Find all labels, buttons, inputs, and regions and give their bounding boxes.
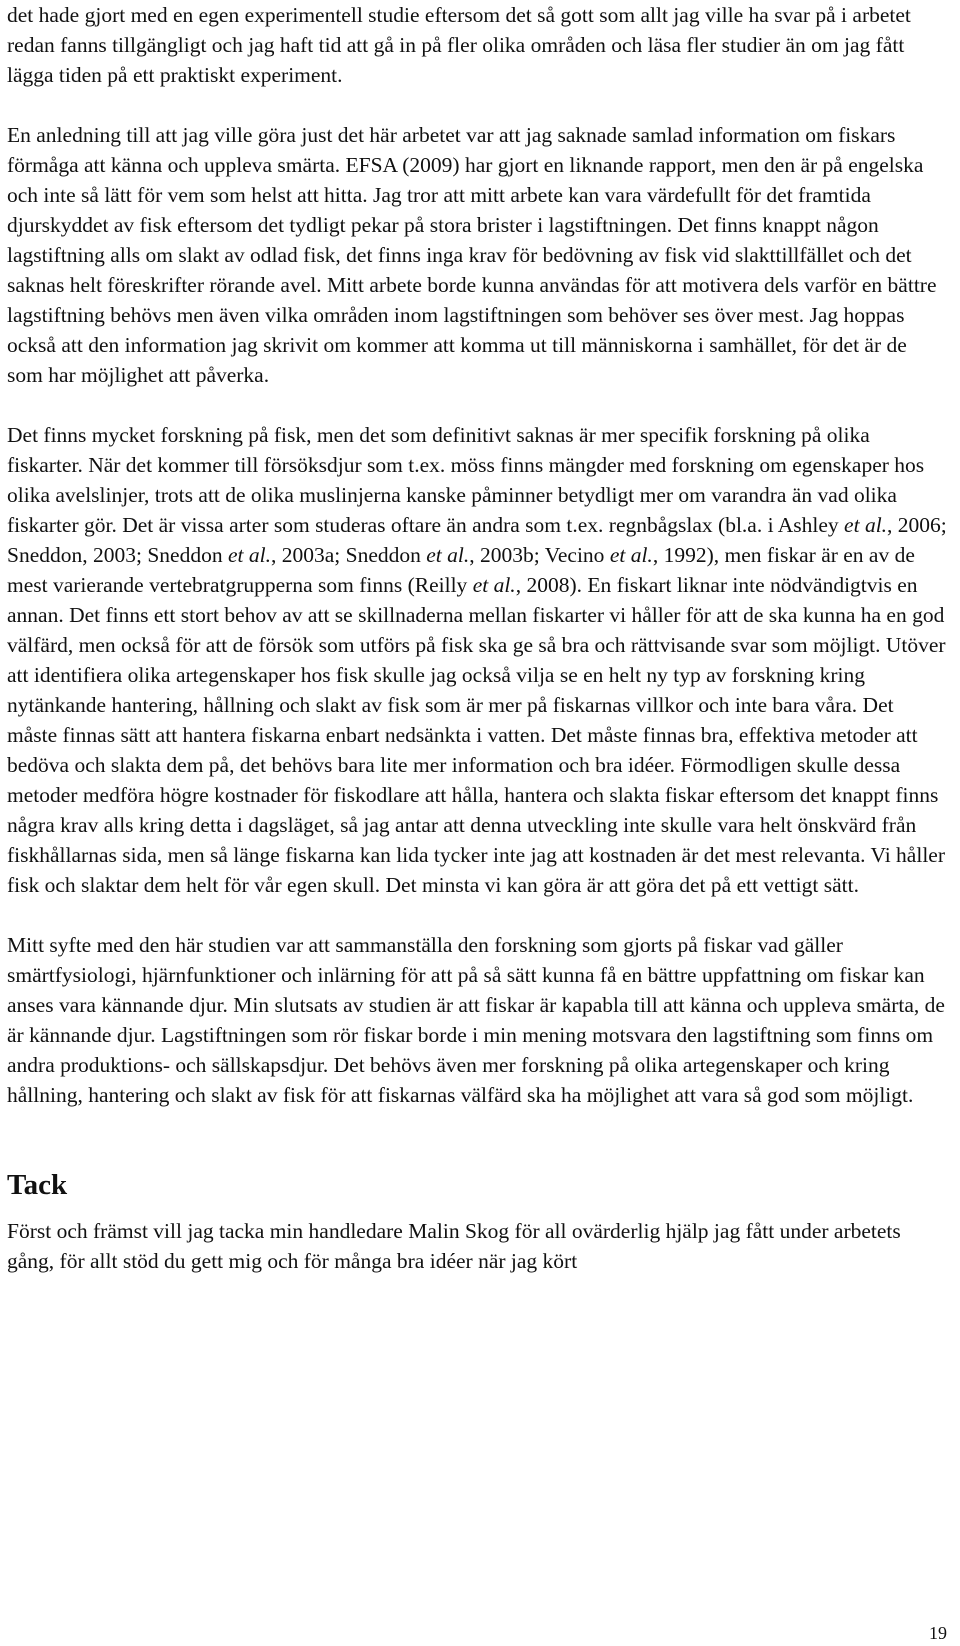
paragraph-intro-continuation: det hade gjort med en egen experimentell studie eftersom det så gott som allt jag ville ha svar på i arbetet redan fanns tillgängligt och jag haft tid att gå in på fler olika områden och läsa fler studier än om jag fått lägga tiden på ett praktiskt experiment. (7, 3, 911, 87)
paragraph-motivation: En anledning till att jag ville göra just det här arbetet var att jag saknade samlad information om fiskars förmåga att känna och uppleva smärta. EFSA (2009) har gjort en liknande rapport, men den är på engelska och inte så lätt för vem som helst att hitta. Jag tror att mitt arbete kan vara värdefullt för det framtida djurskyddet av fisk eftersom det tydligt pekar på stora brister i lagstiftningen. Det finns knappt någon lagstiftning alls om slakt av odlad fisk, det finns inga krav för bedövning av fisk vid slakttillfället och det saknas helt föreskrifter rörande avel. Mitt arbete borde kunna användas för att motivera dels varför en bättre lagstiftning behövs men även vilka områden inom lagstiftningen som behöver ses över mest. Jag hoppas också att den information jag skrivit om kommer att komma ut till människorna i samhället, för det är de som har möjlighet att påverka. (7, 123, 937, 387)
paragraph-research-needs (7, 420, 947, 900)
paragraph-acknowledgements: Först och främst vill jag tacka min handledare Malin Skog för all ovärderlig hjälp jag fått under arbetets gång, för allt stöd du gett mig och för många bra idéer när jag kört (7, 1219, 901, 1273)
text-span: , 2003a; Sneddon (270, 543, 427, 567)
italic-et-al: et al. (227, 543, 271, 567)
document-page (7, 0, 947, 1276)
italic-et-al: et al. (609, 543, 653, 567)
italic-et-al: et al. (472, 573, 516, 597)
text-span: , 2003b; Vecino (469, 543, 610, 567)
paragraph-purpose-conclusion: Mitt syfte med den här studien var att sammanställa den forskning som gjorts på fiskar vad gäller smärtfysiologi, hjärnfunktioner och inlärning för att på så sätt kunna få en bättre uppfattning om fiskar kan anses vara kännande djur. Min slutsats av studien är att fiskar är kapabla till att känna och uppleva smärta, de är kännande djur. Lagstiftningen som rör fiskar borde i min mening motsvara den lagstiftning som finns om andra produktions- och sällskapsdjur. Det behövs även mer forskning på olika artegenskaper och kring hållning, hantering och slakt av fisk för att fiskarnas välfärd ska ha möjlighet att vara så god som möjligt. (7, 933, 945, 1107)
text-span: , 1992), men fiskar är en av de mest varierande vertebratgrupperna som finns (Reilly (7, 543, 915, 597)
section-heading-tack: Tack (7, 1169, 68, 1201)
text-span: , 2006; Sneddon, 2003; Sneddon (7, 513, 947, 567)
italic-et-al: et al. (844, 513, 888, 537)
text-span: Det finns mycket forskning på fisk, men det som definitivt saknas är mer specifik forskning på olika fiskarter. När det kommer till försöksdjur som t.ex. möss finns mängder med forskning om egenskaper hos olika avelslinjer, trots att de olika muslinjerna kanske påminner betydligt mer om varandra än vad olika fiskarter gör. Det är vissa arter som studeras oftare än andra som t.ex. regnbågslax (bl.a. i Ashley (7, 423, 925, 537)
page-number: 19 (929, 1623, 947, 1643)
text-span: , 2008). En fiskart liknar inte nödvändigtvis en annan. Det finns ett stort behov av att se skillnaderna mellan fiskarter vi håller för att de ska kunna ha en god välfärd, men också för att de försök som utförs på fisk ska ge så bra och rättvisande svar som möjligt. Utöver att identifiera olika artegenskaper hos fisk skulle jag också vilja se en helt ny typ av forskning kring nytänkande hantering, hållning och slakt av fisk som är mer på fiskarnas villkor och inte bara våra. Det måste finnas sätt att hantera fiskarna enbart nedsänkta i vatten. Det måste finnas bra, effektiva metoder att bedöva och slakta dem på, det behövs bara lite mer information och bra idéer. Förmodligen skulle dessa metoder medföra högre kostnader för fiskodlare att hålla, hantera och slakta fiskar eftersom det knappt finns några krav alls kring detta i dagsläget, så jag antar att denna utveckling inte skulle vara helt önskvärd från fiskhållarnas sida, men så länge fiskarna kan lida tycker inte jag att kostnaden är det mest relevanta. Vi håller fisk och slaktar dem helt för vår egen skull. Det minsta vi kan göra är att göra det på ett vettigt sätt. (7, 573, 946, 897)
italic-et-al: et al. (426, 543, 470, 567)
